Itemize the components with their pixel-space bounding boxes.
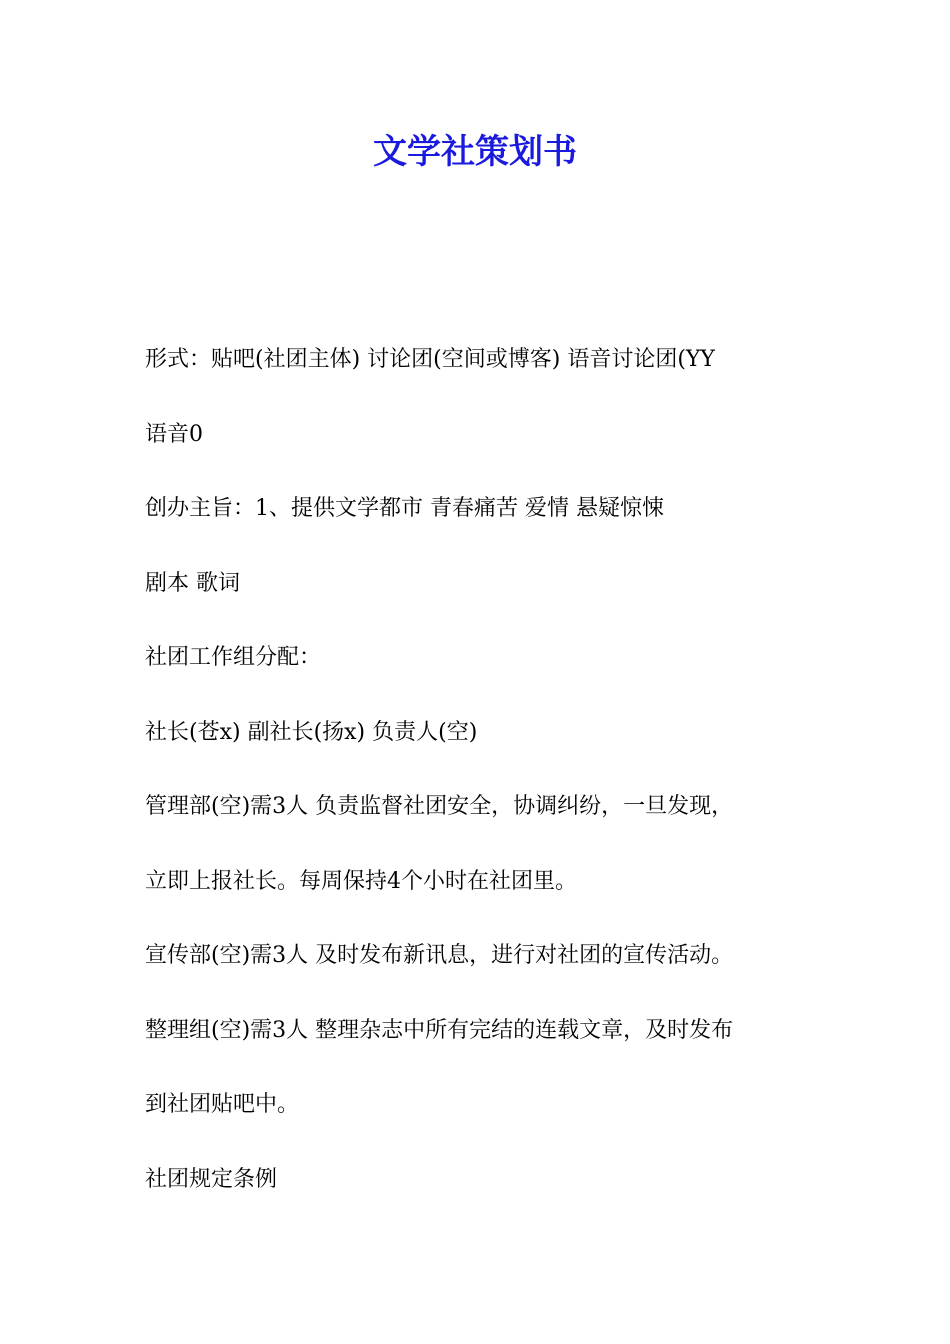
body-line-purpose-cont: 剧本 歌词 bbox=[145, 570, 240, 596]
body-line-rules-heading: 社团规定条例 bbox=[145, 1166, 278, 1192]
body-line-publicity: 宣传部(空)需3人 及时发布新讯息，进行对社团的宣传活动。 bbox=[145, 943, 734, 968]
document-title: 文学社策划书 bbox=[373, 132, 577, 172]
body-line-groups-heading: 社团工作组分配： bbox=[145, 645, 322, 670]
body-line-management-cont: 立即上报社长。每周保持4个小时在社团里。 bbox=[145, 868, 577, 894]
document-body bbox=[145, 338, 825, 1232]
body-line-form: 形式：贴吧(社团主体) 讨论团(空间或博客) 语音讨论团(YY bbox=[145, 347, 715, 372]
body-line-leaders: 社长(苍x) 副社长(扬x) 负责人(空) bbox=[145, 719, 478, 745]
body-line-purpose: 创办主旨：1、提供文学都市 青春痛苦 爱情 悬疑惊悚 bbox=[145, 496, 664, 521]
body-line-form-cont: 语音0 bbox=[145, 421, 203, 447]
body-line-management: 管理部(空)需3人 负责监督社团安全，协调纠纷，一旦发现， bbox=[145, 794, 734, 819]
body-line-editing-cont: 到社团贴吧中。 bbox=[145, 1092, 300, 1117]
body-line-editing: 整理组(空)需3人 整理杂志中所有完结的连载文章，及时发布 bbox=[145, 1017, 734, 1043]
